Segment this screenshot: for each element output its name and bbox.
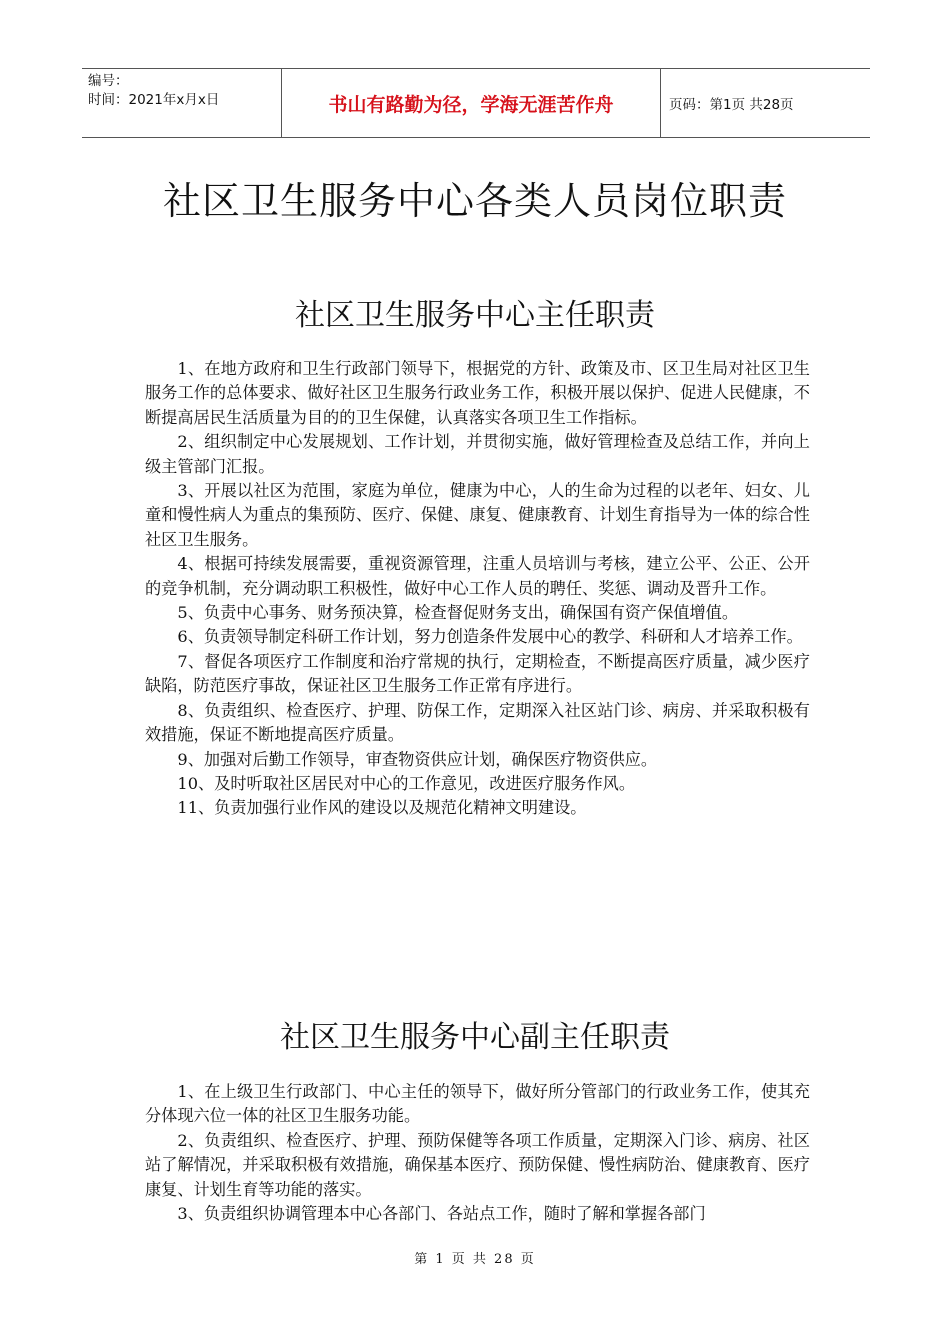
header-motto: 书山有路勤为径，学海无涯苦作舟 <box>282 69 661 137</box>
paragraph: 5、负责中心事务、财务预决算，检查督促财务支出，确保国有资产保值增值。 <box>177 603 739 623</box>
paragraph: 10、及时听取社区居民对中心的工作意见，改进医疗服务作风。 <box>177 773 636 793</box>
paragraph: 2、组织制定中心发展规划、工作计划，并贯彻实施，做好管理检查及总结工作，并向上级主管部门汇报。 <box>145 432 810 476</box>
paragraph: 6、负责领导制定科研工作计划，努力创造条件发展中心的教学、科研和人才培养工作。 <box>177 627 803 647</box>
paragraph: 4、根据可持续发展需要，重视资源管理，注重人员培训与考核，建立公平、公正、公开的竞争机制，充分调动职工积极性，做好中心工作人员的聘任、奖惩、调动及晋升工作。 <box>145 554 810 598</box>
paragraph: 11、负责加强行业作风的建设以及规范化精神文明建设。 <box>177 798 587 818</box>
number-label: 编号： <box>88 73 129 89</box>
page-footer: 第 1 页 共 28 页 <box>414 1252 536 1267</box>
paragraph: 3、开展以社区为范围，家庭为单位，健康为中心，人的生命为过程的以老年、妇女、儿童和慢性病人为重点的集预防、医疗、保健、康复、健康教育、计划生育指导为一体的综合性社区卫生服务。 <box>145 481 810 549</box>
paragraph: 1、在上级卫生行政部门、中心主任的领导下，做好所分管部门的行政业务工作，使其充分体现六位一体的社区卫生服务功能。 <box>145 1082 810 1126</box>
section-body-deputy <box>145 1080 810 1226</box>
section-body-director <box>145 357 810 821</box>
document-title: 社区卫生服务中心各类人员岗位职责 <box>162 179 787 223</box>
paragraph: 3、负责组织协调管理本中心各部门、各站点工作，随时了解和掌握各部门 <box>177 1204 706 1224</box>
paragraph: 9、加强对后勤工作领导，审查物资供应计划，确保医疗物资供应。 <box>177 749 658 769</box>
paragraph: 8、负责组织、检查医疗、护理、防保工作，定期深入社区站门诊、病房、并采取积极有效措施，保证不断地提高医疗质量。 <box>145 700 810 745</box>
section-title-director: 社区卫生服务中心主任职责 <box>295 298 655 333</box>
section-title-deputy: 社区卫生服务中心副主任职责 <box>280 1020 670 1055</box>
header-meta <box>82 69 282 137</box>
paragraph: 7、督促各项医疗工作制度和治疗常规的执行，定期检查，不断提高医疗质量，减少医疗缺陷，防范医疗事故，保证社区卫生服务工作正常有序进行。 <box>145 651 810 696</box>
paragraph: 2、负责组织、检查医疗、护理、预防保健等各项工作质量，定期深入门诊、病房、社区站了解情况，并采取积极有效措施，确保基本医疗、预防保健、慢性病防治、健康教育、医疗康复、计划生育等功能的落实。 <box>145 1130 810 1199</box>
page-header <box>82 68 870 138</box>
paragraph: 1、在地方政府和卫生行政部门领导下，根据党的方针、政策及市、区卫生局对社区卫生服务工作的总体要求、做好社区卫生服务行政业务工作，积极开展以保护、促进人民健康，不断提高居民生活质量为目的的卫生保健，认真落实各项卫生工作指标。 <box>145 359 810 427</box>
date-label: 时间：2021年x月x日 <box>88 92 220 108</box>
header-page-info: 页码：第1页 共28页 <box>669 97 794 113</box>
